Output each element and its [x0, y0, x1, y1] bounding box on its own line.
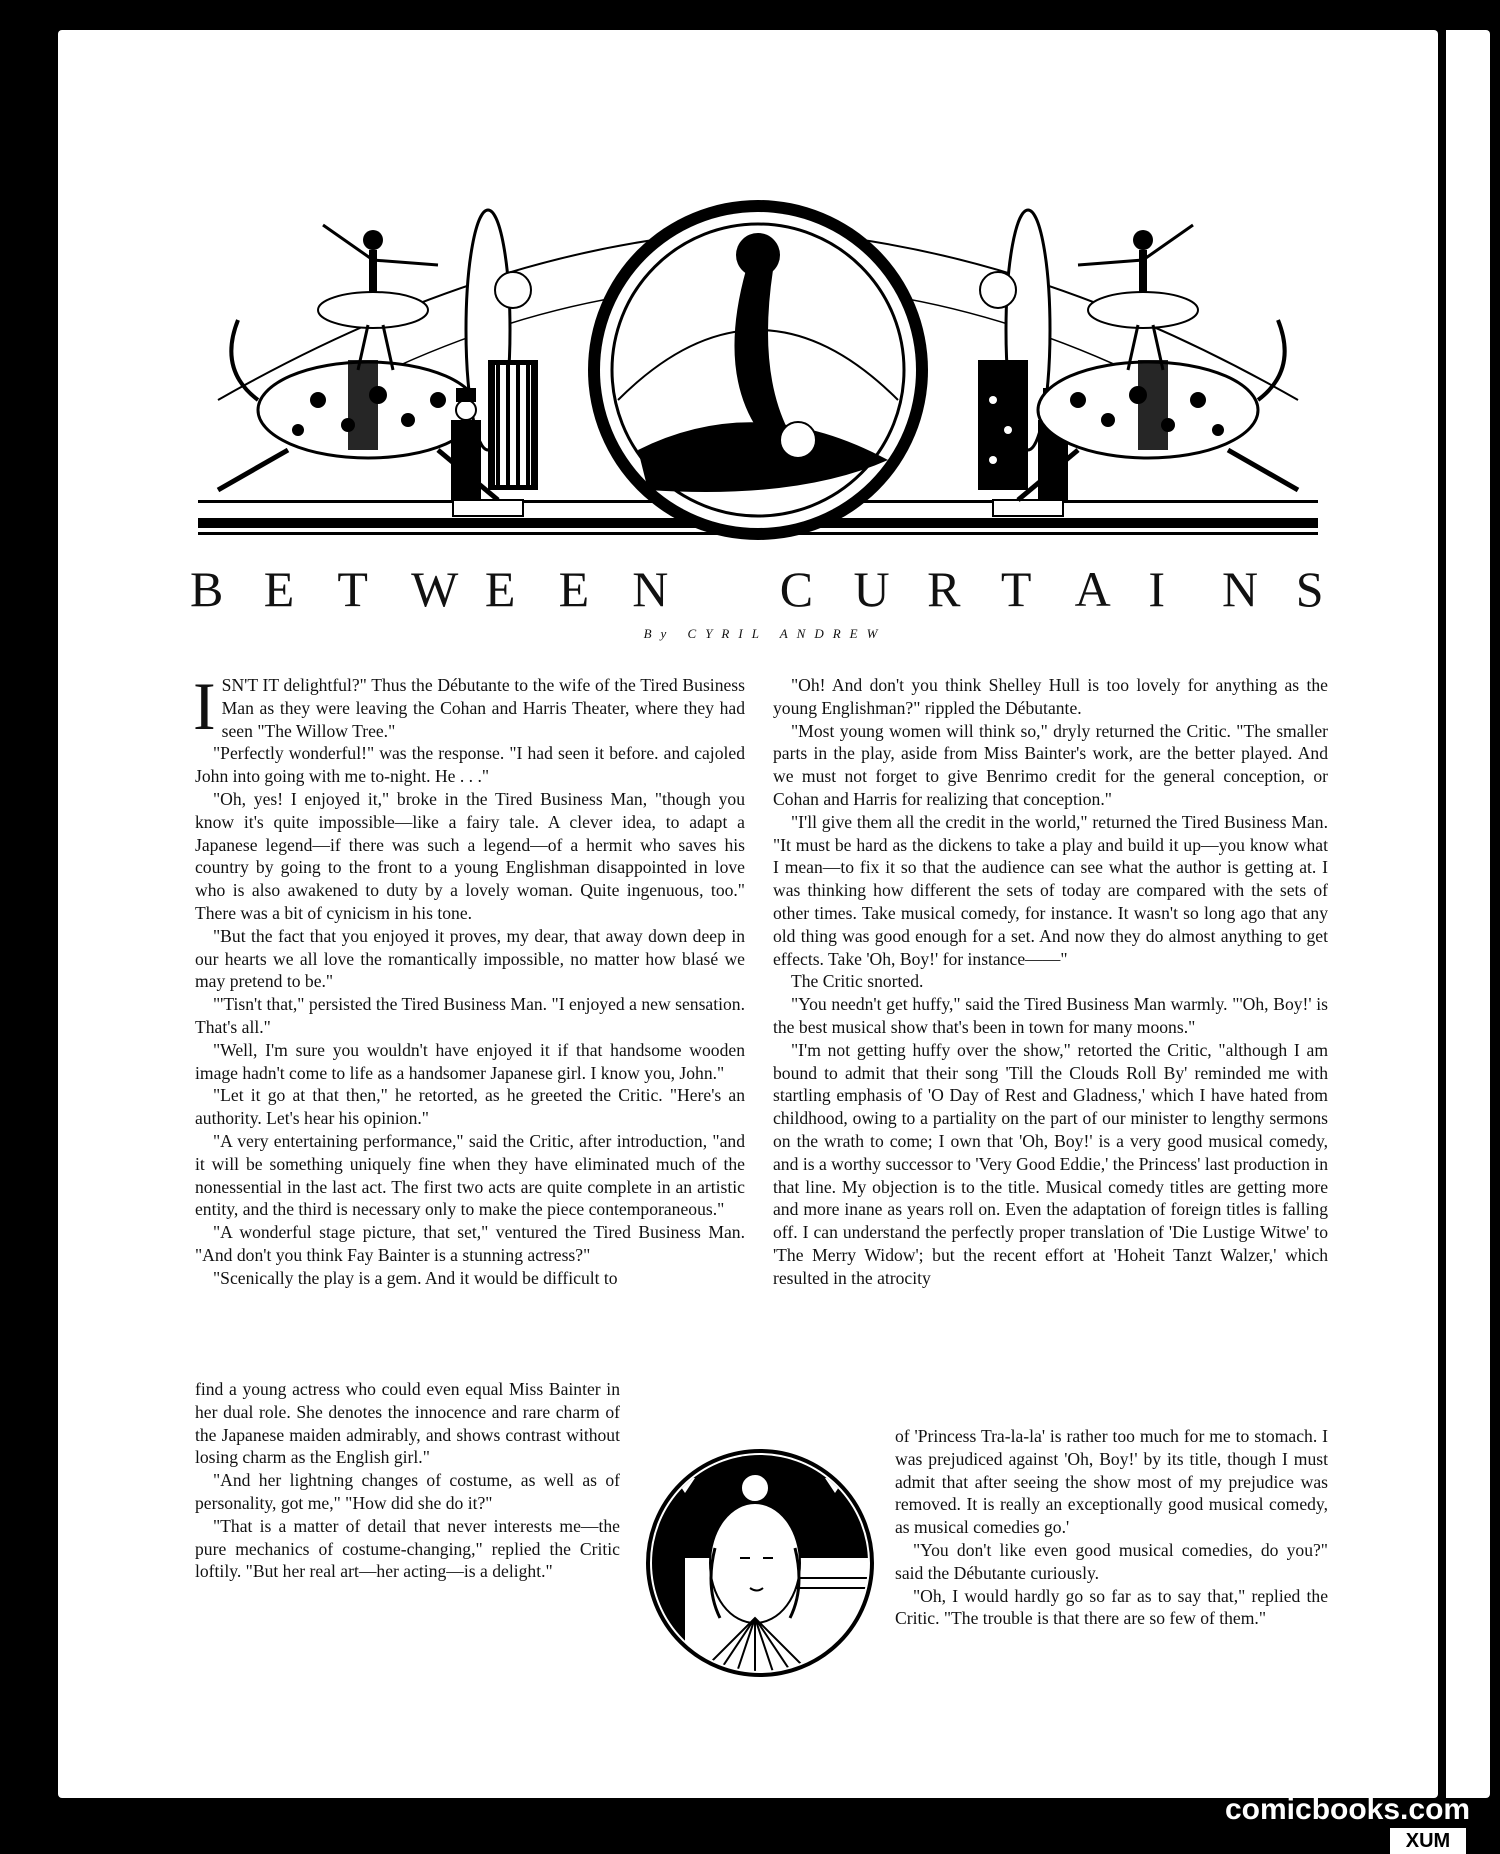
title-letter: C	[779, 561, 814, 617]
paragraph: "Perfectly wonderful!" was the response. "I had seen it before. and cajoled John into going with me to-night. He . . ."	[195, 743, 745, 787]
watermark-text: comicbooks.com	[1225, 1793, 1471, 1826]
woman-portrait-medallion	[645, 1448, 875, 1678]
paragraph: "Scenically the play is a gem. And it would be difficult to	[213, 1267, 618, 1288]
paragraph: of 'Princess Tra-la-la' is rather too much for me to stomach. I was prejudiced against 'Oh, Boy!' by its title, though I must admit that after seeing the show most of my prejudice was removed. It is really an exceptionally good musical comedy, as musical comedies go.'	[895, 1426, 1328, 1538]
title-letter: A	[1074, 561, 1111, 617]
paragraph: "That is a matter of detail that never interests me—the pure mechanics of costume-changing," replied the Critic loftily. "But her real art—her acting—is a delight."	[195, 1515, 620, 1582]
title-letter: I	[1148, 561, 1165, 617]
paragraph: "But the fact that you enjoyed it proves, my dear, that away down deep in our hearts we all love the romantically impossible, no matter how blasé we may pretend to be."	[195, 925, 745, 992]
right-column-wrap	[895, 1425, 1328, 1630]
title-letter: W	[411, 561, 459, 617]
paragraph: The Critic snorted.	[791, 971, 924, 992]
paragraph: "And her lightning changes of costume, as well as of personality, got me," "How did she do it?"	[195, 1470, 620, 1513]
article-title	[190, 560, 1340, 630]
title-letter: E	[263, 561, 295, 617]
circus-header-illustration	[198, 200, 1318, 540]
paragraph: "I'm not getting huffy over the show," retorted the Critic, "although I am bound to admit that their song 'Till the Clouds Roll By' reminded me with startling emphasis of 'O Day of Rest and Gladness,' which I have hated from childhood, owing to a partiality on the part of our minister to lengthy sermons on the wrath to come; I own that 'Oh, Boy!' is a very good musical comedy, and is a worthy successor to 'Very Good Eddie,' the Princess' last production in that line. My objection is to the title. Musical comedy titles are getting more and more inane as years roll on. Even the adaptation of foreign titles is falling off. I can understand the perfectly proper translation of 'Die Lustige Witwe' to 'The Merry Widow'; but the recent effort at 'Hoheit Tanzt Walzer,' which resulted in the atrocity	[773, 1039, 1328, 1288]
title-letter: R	[927, 561, 961, 617]
title-letter: U	[853, 561, 890, 617]
paragraph: "I'll give them all the credit in the world," returned the Tired Business Man. "It must be hard as the dickens to take a play and build it up—you know what I mean—to fix it so that the audience can see what the author is getting at. I was thinking how different the sets of today are compared with the sets of other times. Take musical comedy, for instance. It wasn't so long ago that any old thing was good enough for a set. And now they do almost anything to get effects. Take 'Oh, Boy!' for instance——"	[773, 811, 1328, 969]
right-column	[773, 674, 1328, 1290]
title-letter: T	[1000, 561, 1032, 617]
left-dancer-icon	[318, 225, 438, 370]
paragraph: "You needn't get huffy," said the Tired Business Man warmly. "'Oh, Boy!' is the best musical show that's been in town for many moons."	[773, 994, 1328, 1037]
title-letter: E	[558, 561, 590, 617]
title-letter: E	[484, 561, 516, 617]
facing-page-edge	[1438, 30, 1490, 1798]
paragraph: "Well, I'm sure you wouldn't have enjoyed it if that handsome wooden image hadn't come to life as a handsomer Japanese girl. I know you, John."	[195, 1039, 745, 1083]
paragraph: find a young actress who could even equal Miss Bainter in her dual role. She denotes the innocence and rare charm of the Japanese maiden admirably, and shows contrast without losing charm as the English girl."	[195, 1379, 620, 1468]
left-column-wrap	[195, 1378, 620, 1583]
paragraph: "'Tisn't that," persisted the Tired Business Man. "I enjoyed a new sensation. That's all."	[195, 994, 745, 1037]
title-letter: B	[190, 561, 224, 617]
title-letter: T	[337, 561, 368, 617]
paragraph: "You don't like even good musical comedies, do you?" said the Débutante curiously.	[895, 1539, 1328, 1583]
byline: By CYRIL ANDREW	[643, 626, 887, 641]
title-letter: N	[632, 561, 669, 617]
paragraph: ISN'T IT delightful?" Thus the Débutante to the wife of the Tired Business Man as they were leaving the Cohan and Harris Theater, where they had seen "The Willow Tree."	[193, 668, 745, 744]
title-letter: N	[1222, 561, 1259, 617]
paragraph: "Most young women will think so," dryly returned the Critic. "The smaller parts in the play, aside from Miss Bainter's work, are the better played. And we must not forget to give Benrimo credit for the general conception, or Cohan and Harris for realizing that conception."	[773, 720, 1328, 809]
right-dancer-icon	[1078, 225, 1198, 370]
drop-cap: I	[193, 668, 216, 744]
paragraph: "Let it go at that then," he retorted, as he greeted the Critic. "Here's an authority. Let's hear his opinion."	[195, 1085, 745, 1129]
paragraph: "A very entertaining performance," said the Critic, after introduction, "and it will be something uniquely fine when they have eliminated much of the nonessential in the last act. The first two acts are quite complete in an artistic entity, and the third is necessary only to make the piece contemporaneous."	[195, 1130, 745, 1220]
center-acrobat-ring-icon	[588, 200, 928, 540]
title-letter: S	[1295, 561, 1324, 617]
paragraph: "Oh, yes! I enjoyed it," broke in the Tired Business Man, "though you know it's quite impossible—like a fairy tale. A clever idea, to adapt a Japanese legend—if there was such a legend—of a hermit who saves his country by going to the front to a young Englishman disappointed in love who is also awakened to duty by a lovely woman. Quite ingenuous, too." There was a bit of cynicism in his tone.	[195, 788, 745, 923]
xum-badge: XUM	[1390, 1828, 1466, 1854]
paragraph: "A wonderful stage picture, that set," ventured the Tired Business Man. "And don't you think Fay Bainter is a stunning actress?"	[195, 1222, 745, 1265]
left-column	[193, 668, 745, 1290]
paragraph: "Oh, I would hardly go so far as to say that," replied the Critic. "The trouble is that there are so few of them."	[895, 1585, 1328, 1629]
paragraph: "Oh! And don't you think Shelley Hull is too lovely for anything as the young Englishman?" rippled the Débutante.	[773, 675, 1328, 718]
